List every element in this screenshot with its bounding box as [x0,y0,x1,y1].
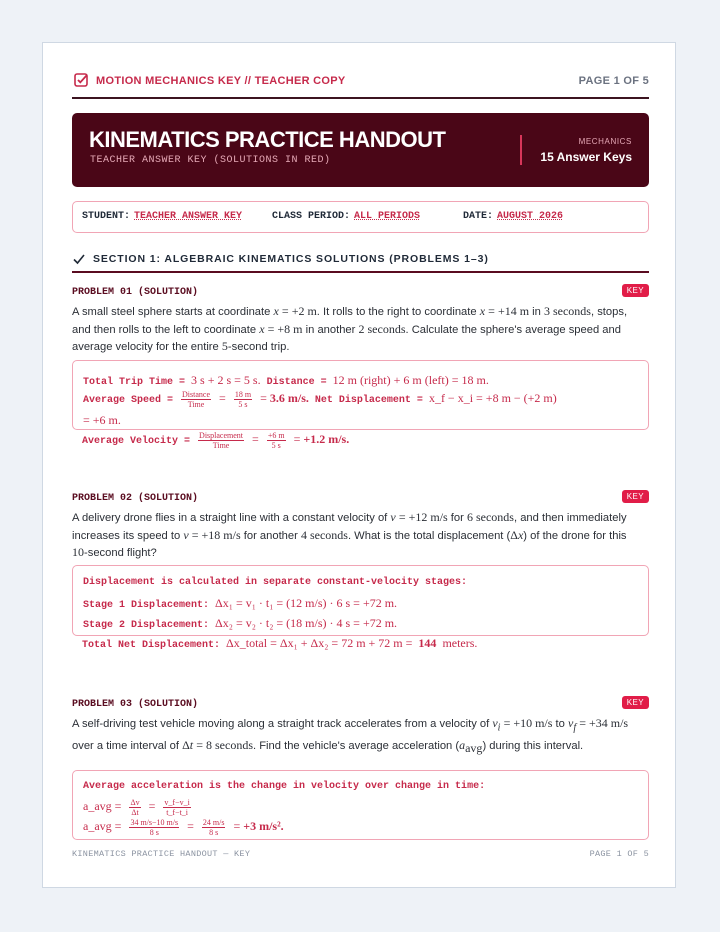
solution-line: Stage 2 Displacement: Δx₂ = v₂ · t₂ = (18 m/s) · 4 s = +72 m. [83,616,398,631]
solution-line: Total Trip Time = 3 s + 2 s = 5 s. Distance = 12 m (right) + 6 m (left) = 18 m. [83,373,489,388]
page-number: PAGE 1 OF 5 [578,75,649,87]
solution-line: Average acceleration is the change in velocity over change in time: [83,781,486,792]
key-badge: KEY [622,490,649,503]
student-label: STUDENT: [82,211,131,222]
section-title: SECTION 1: ALGEBRAIC KINEMATICS SOLUTIONS (PROBLEMS 1–3) [93,253,489,265]
footer-title: KINEMATICS PRACTICE HANDOUT — KEY [72,849,251,859]
subject-tag: MECHANICS [578,137,632,146]
student-info-bar [72,201,649,233]
banner-divider [520,135,522,165]
solution-box-02 [72,565,649,636]
solution-line: a_avg = $\frac{\Delta v}{\Delta t}$ = $\frac{v\_f-v\_i}{t\_f-t\_i}$ [83,798,190,817]
solution-box-01 [72,360,649,430]
problem-statement: A delivery drone flies in a straight line with a constant velocity of v = +12 m/s for 6 seconds, and then immediately increases its speed to v = +18 m/s for another 4 seconds. What is the total displacement (Δx) of the drone for this 10-second flight? [72,510,627,559]
date-value[interactable]: AUGUST 2026 [497,211,564,222]
date-field [463,211,563,222]
period-field [272,211,420,222]
period-label: CLASS PERIOD: [272,211,351,222]
footer-page-number: PAGE 1 OF 5 [589,849,649,859]
page-footer [72,849,649,859]
date-label: DATE: [463,211,494,222]
student-value[interactable]: TEACHER ANSWER KEY [134,211,243,222]
solution-line: a_avg = $\frac{34 m/s-10 m/s}{8 s}$ = $\frac{24 m/s}{8 s}$ = +3 m/s². [83,818,284,837]
handout-page [42,42,676,888]
solution-line-overflow: Total Net Displacement: Δx_total = Δx₁ + Δx₂ = 72 m + 72 m = 144 meters. [82,636,478,651]
problem-statement: A self-driving test vehicle moving along a straight track accelerates from a velocity of $v_i = +10$ m/s to $v_f = +34$ m/s over a time interval of Δt = 8 seconds. Find the vehicle's average acceleration $(a_{avg})$ during this interval. [72,716,629,756]
problem-title: PROBLEM 01 (SOLUTION) [72,287,199,298]
brand-label: MOTION MECHANICS KEY // TEACHER COPY [96,75,346,87]
solution-line-overflow: Average Velocity = $\frac{\text{Displacement}}{\text{Time}}$ = $\frac{+6 m}{5 s}$ = +1.2 m/s. [82,431,350,450]
solution-line: Displacement is calculated in separate constant-velocity stages: [83,577,468,588]
key-badge: KEY [622,696,649,709]
page-title: KINEMATICS PRACTICE HANDOUT [89,127,446,152]
solution-line: = +6 m. [83,413,121,427]
period-value[interactable]: ALL PERIODS [354,211,421,222]
answer-count: 15 Answer Keys [540,150,632,164]
problem-statement: A small steel sphere starts at coordinate x = +2 m. It rolls to the right to coordinate x = +14 m in 3 seconds, stops, and then rolls to the left to coordinate x = +8 m in another 2 seconds. Calculate the sphere's average speed and average velocity for the entire 5-second trip. [72,304,628,353]
checkbox-icon [74,73,88,87]
problem-title: PROBLEM 03 (SOLUTION) [72,699,199,710]
title-banner [72,113,649,187]
solution-line: Stage 1 Displacement: Δx₁ = v₁ · t₁ = (12 m/s) · 6 s = +72 m. [83,596,398,611]
solution-line: Average Speed = $\frac{\text{Distance}}{\text{Time}}$ = $\frac{18 m}{5 s}$ = 3.6 m/s. Net Displacement = x_f − x_i = +8 m − (+2 m) [83,390,557,409]
section-header [72,251,649,273]
solution-box-03 [72,770,649,840]
top-header [72,71,649,99]
check-icon [73,253,85,265]
problem-title: PROBLEM 02 (SOLUTION) [72,493,199,504]
key-badge: KEY [622,284,649,297]
student-field [82,211,242,222]
page-subtitle: TEACHER ANSWER KEY (SOLUTIONS IN RED) [90,155,331,166]
